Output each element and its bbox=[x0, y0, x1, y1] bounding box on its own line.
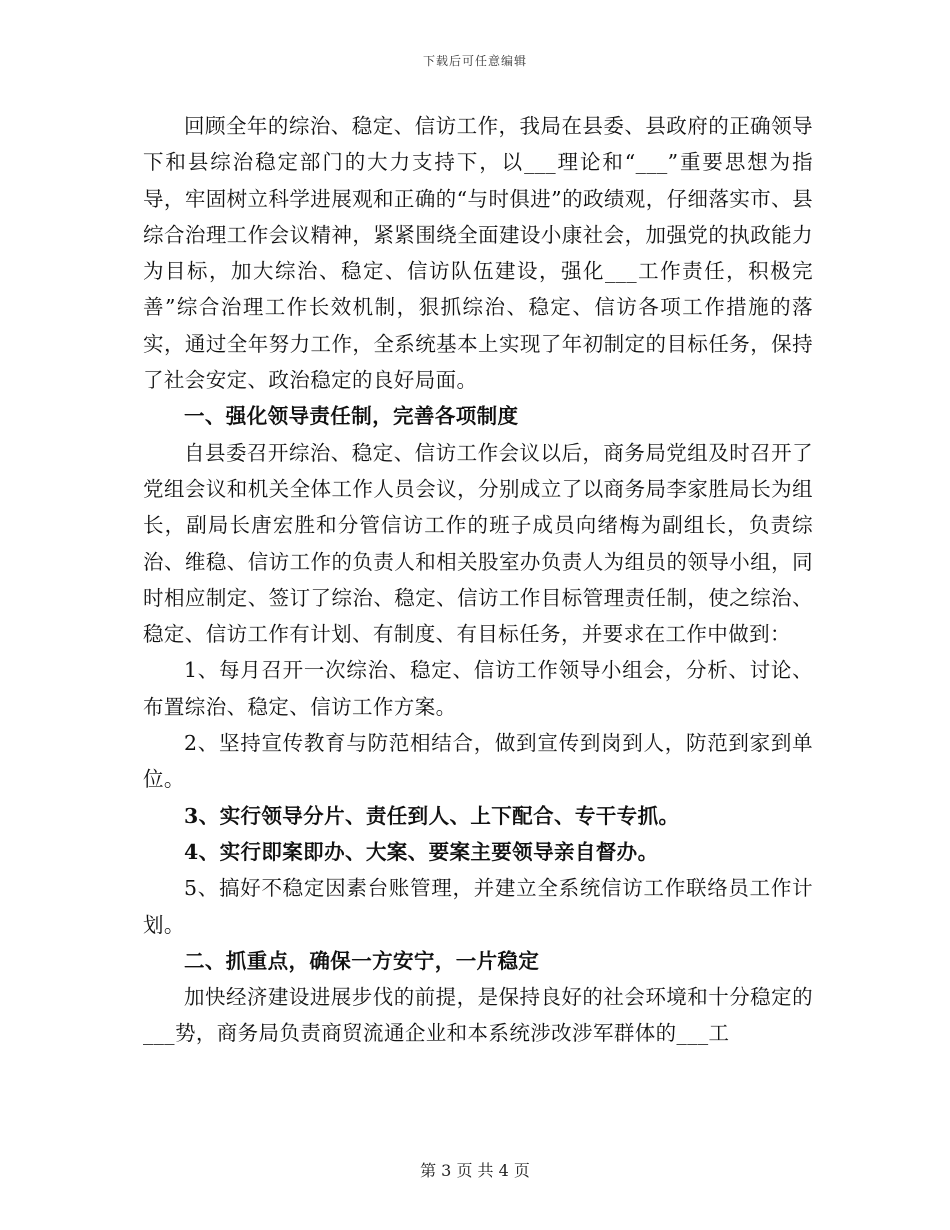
section-heading-2: 二、抓重点，确保一方安宁，一片稳定 bbox=[184, 948, 540, 973]
list-item-2: 2、坚持宣传教育与防范相结合，做到宣传到岗到人，防范到家到单位。 bbox=[143, 731, 813, 792]
list-item-1: 1、每月召开一次综治、稳定、信访工作领导小组会，分析、讨论、布置综治、稳定、信访工作方案。 bbox=[143, 658, 813, 719]
list-item-5: 5、搞好不稳定因素台账管理，并建立全系统信访工作联络员工作计划。 bbox=[143, 876, 813, 937]
document-body bbox=[143, 108, 813, 1052]
page-number: 第 3 页 共 4 页 bbox=[420, 1161, 530, 1180]
list-item-4: 4、实行即案即办、大案、要案主要领导亲自督办。 bbox=[184, 839, 659, 864]
paragraph-economy: 加快经济建设进展步伐的前提，是保持良好的社会环境和十分稳定的___势，商务局负责商贸流通企业和本系统涉改涉军群体的___工 bbox=[143, 985, 813, 1046]
paragraph-intro: 回顾全年的综治、稳定、信访工作，我局在县委、县政府的正确领导下和县综治稳定部门的大力支持下，以___理论和“___”重要思想为指导，牢固树立科学进展观和正确的“与时俱进”的政绩观，仔细落实市、县综合治理工作会议精神，紧紧围绕全面建设小康社会，加强党的执政能力为目标，加大综治、稳定、信访队伍建设，强化___工作责任，积极完善”综合治理工作长效机制，狠抓综治、稳定、信访各项工作措施的落实，通过全年努力工作，全系统基本上实现了年初制定的目标任务，保持了社会安定、政治稳定的良好局面。 bbox=[143, 114, 813, 393]
paragraph-leadership-group: 自县委召开综治、稳定、信访工作会议以后，商务局党组及时召开了党组会议和机关全体工作人员会议，分别成立了以商务局李家胜局长为组长，副局长唐宏胜和分管信访工作的班子成员向绪梅为副组长，负责综治、维稳、信访工作的负责人和相关股室办负责人为组员的领导小组，同时相应制定、签订了综治、稳定、信访工作目标管理责任制，使之综治、稳定、信访工作有计划、有制度、有目标任务，并要求在工作中做到： bbox=[143, 440, 813, 647]
section-heading-1: 一、强化领导责任制，完善各项制度 bbox=[184, 404, 519, 429]
list-item-3: 3、实行领导分片、责任到人、上下配合、专干专抓。 bbox=[184, 803, 680, 828]
page-header-note: 下载后可任意编辑 bbox=[422, 54, 527, 68]
